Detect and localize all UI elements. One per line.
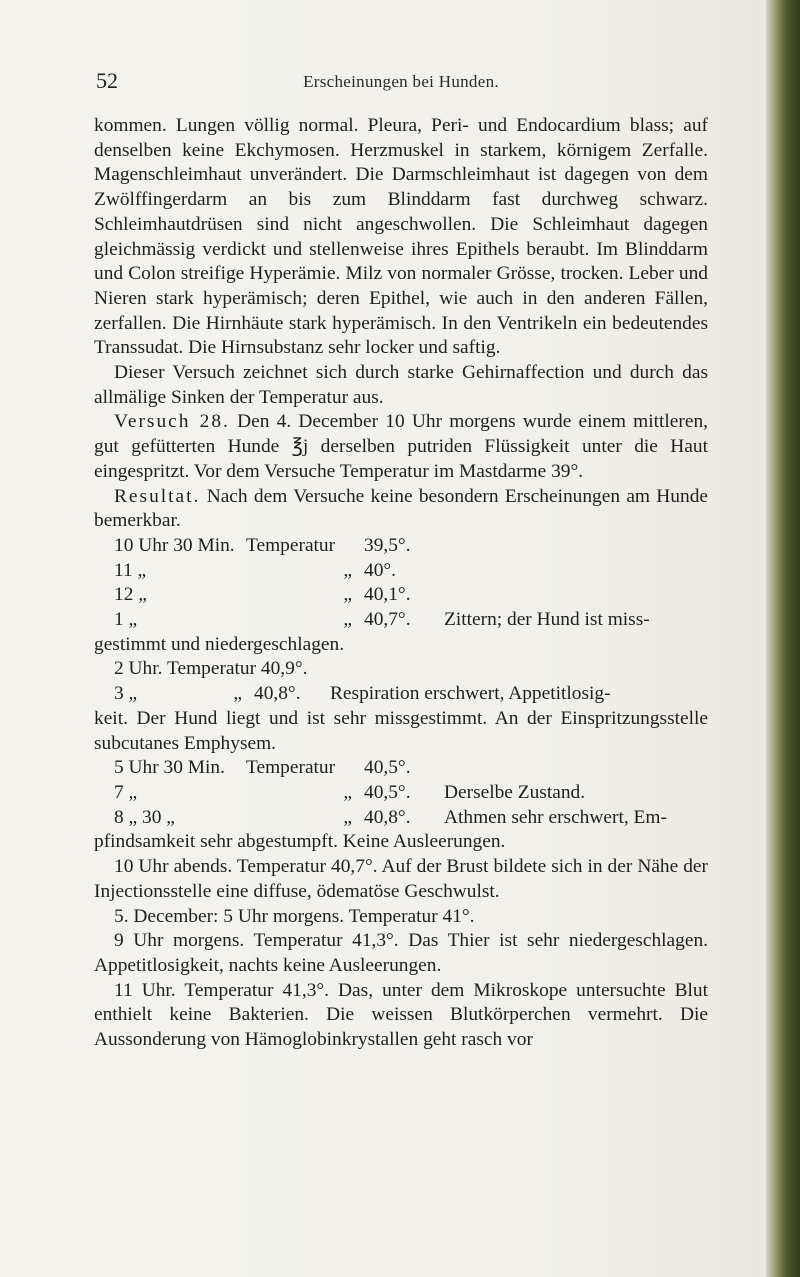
record-value: 40°. — [364, 559, 396, 581]
record-time: 3 „ — [114, 683, 138, 705]
paragraph-autopsy: kommen. Lungen völlig normal. Pleura, Peri- und Endocardium blass; auf denselben keine Ekchymosen. Herzmuskel in starkem, körnigem Zerfalle. Magenschleimhaut unverändert. Die Darmschleimhaut ist dagegen von dem Zwölffingerdarm an bis zum Blinddarm fast durchweg schwarz. Schleimhautdrüsen sind nicht angeschwollen. Die Schleimhaut dagegen gleichmässig verdickt und stellenweise ihres Epithels beraubt. Im Blinddarm und Colon streifige Hyperämie. Milz von normaler Grösse, trocken. Leber und Nieren stark hyperämisch; deren Epithel, wie auch in den anderen Fällen, zerfallen. Die Hirnhäute stark hyperämisch. In den Ventrikeln ein bedeutendes Transsudat. Die Hirnsubstanz sehr locker und saftig. — [94, 115, 708, 359]
record-label: „ — [343, 806, 352, 828]
record-time: 8 „ 30 „ — [114, 806, 175, 828]
page-number: 52 — [96, 68, 118, 93]
record-line — [94, 756, 708, 781]
record-line: 11 Uhr. Temperatur 41,3°. Das, unter dem Mikroskope untersuchte Blut enthielt keine Bakterien. Die weissen Blutkörperchen vermehrt. Die Aussonderung von Hämoglobinkrystallen geht rasch vor — [94, 979, 708, 1051]
record-value: 40,8°. — [254, 683, 301, 705]
record-note: Athmen sehr erschwert, Em- — [444, 806, 667, 828]
body-text — [94, 114, 708, 1053]
resultat-text: Nach dem Versuche keine besondern Erscheinungen am Hunde bemerkbar. — [94, 485, 708, 532]
record-label: Temperatur — [246, 534, 336, 556]
paragraph-versuch-28 — [94, 410, 708, 484]
record-time: 5 Uhr 30 Min. — [114, 757, 225, 779]
record-line — [94, 534, 708, 559]
running-title: Erscheinungen bei Hunden. — [303, 72, 499, 91]
versuch-text: Den 4. December 10 Uhr morgens wurde einem mittleren, gut gefütterten Hunde ℥j derselben putriden Flüssigkeit unter die Haut eingespritzt. Vor dem Versuche Temperatur im Mastdarme 39°. — [94, 411, 708, 482]
record-label: „ — [343, 609, 352, 631]
record-line — [94, 583, 708, 608]
record-continuation: keit. Der Hund liegt und ist sehr missgestimmt. An der Einspritzungsstelle subcutanes Emphysem. — [94, 707, 708, 754]
record-value: 40,7°. — [364, 609, 411, 631]
record-label: Temperatur — [246, 757, 336, 779]
record-time: 7 „ — [114, 781, 138, 803]
record-line — [94, 682, 708, 707]
record-line: 2 Uhr. Temperatur 40,9°. — [114, 658, 308, 680]
record-value: 40,5°. — [364, 757, 411, 779]
record-time: 10 Uhr 30 Min. — [114, 534, 235, 556]
record-line — [94, 559, 708, 584]
record-continuation: gestimmt und niedergeschlagen. — [94, 633, 345, 655]
versuch-label: Versuch 28. — [114, 411, 230, 433]
record-label: „ — [233, 683, 242, 705]
record-line: 5. December: 5 Uhr morgens. Temperatur 41°. — [114, 905, 475, 927]
record-note: Zittern; der Hund ist miss- — [444, 609, 650, 631]
record-value: 40,8°. — [364, 806, 411, 828]
record-time: 12 „ — [114, 584, 147, 606]
page-header — [96, 68, 706, 94]
record-time: 11 „ — [114, 559, 147, 581]
resultat-label: Resultat. — [114, 485, 201, 507]
record-line: 10 Uhr abends. Temperatur 40,7°. Auf der Brust bildete sich in der Nähe der Injectionsstelle eine diffuse, ödematöse Geschwulst. — [94, 856, 708, 902]
record-note: Derselbe Zustand. — [444, 781, 586, 803]
record-line — [94, 608, 708, 633]
record-continuation: pfindsamkeit sehr abgestumpft. Keine Ausleerungen. — [94, 831, 506, 853]
record-label: „ — [343, 559, 352, 581]
record-line — [94, 781, 708, 806]
record-value: 39,5°. — [364, 534, 411, 556]
record-note: Respiration erschwert, Appetitlosig- — [330, 683, 611, 705]
record-label: „ — [343, 584, 352, 606]
record-line: 9 Uhr morgens. Temperatur 41,3°. Das Thier ist sehr niedergeschlagen. Appetitlosigkeit, nachts keine Ausleerungen. — [94, 930, 708, 976]
page-edge-shadow — [766, 0, 800, 1277]
record-time: 1 „ — [114, 609, 138, 631]
paragraph-resultat — [94, 485, 708, 534]
record-label: „ — [343, 781, 352, 803]
record-value: 40,5°. — [364, 781, 411, 803]
record-value: 40,1°. — [364, 584, 411, 606]
paragraph-summary: Dieser Versuch zeichnet sich durch starke Gehirnaffection und durch das allmälige Sinken der Temperatur aus. — [94, 362, 708, 408]
record-line — [94, 806, 708, 831]
